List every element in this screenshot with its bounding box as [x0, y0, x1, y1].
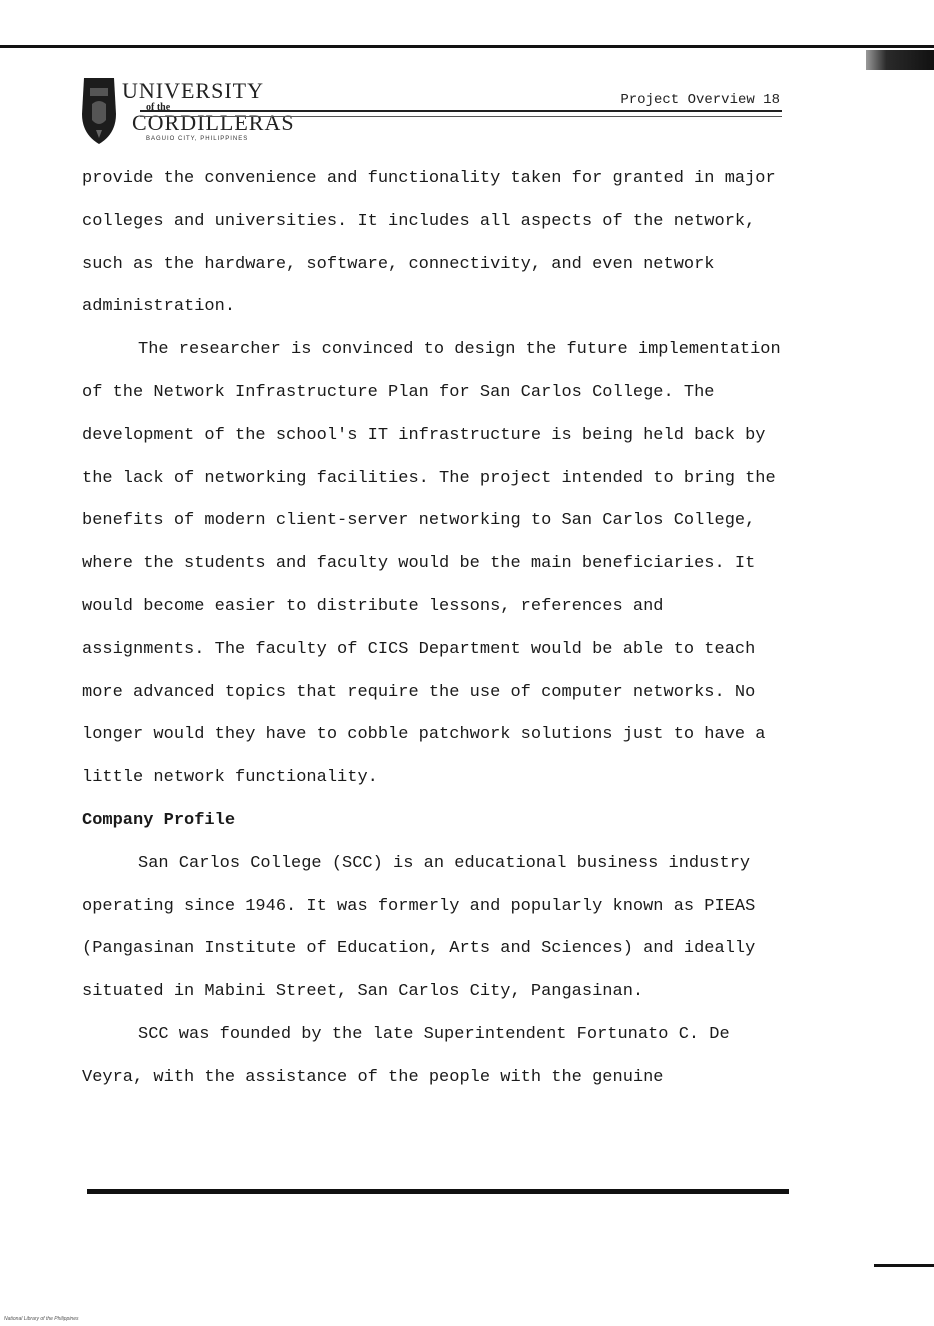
scan-credit: National Library of the Philippines [4, 1316, 79, 1322]
logo-text-cordilleras: CORDILLERAS [132, 110, 295, 135]
running-head: Project Overview 18 [620, 92, 780, 108]
header-rule [140, 110, 782, 117]
document-body [82, 158, 782, 1100]
paragraph: SCC was founded by the late Superintendent Fortunato C. De Veyra, with the assistance of the people with the genuine [82, 1024, 730, 1087]
logo-text-city: BAGUIO CITY, PHILIPPINES [146, 136, 249, 142]
logo-text-university: UNIVERSITY [122, 78, 264, 103]
scan-artifact [866, 50, 934, 70]
top-border-rule [0, 45, 934, 48]
paragraph: provide the convenience and functionality taken for granted in major colleges and universities. It includes all aspects of the network, such as the hardware, software, connectivity, and even network administration. [82, 169, 776, 317]
section-heading: Company Profile [82, 810, 236, 830]
logo-text-of-the: of the [146, 102, 171, 113]
paragraph: San Carlos College (SCC) is an educational business industry operating since 1946. It was formerly and popularly known as PIEAS (Pangasinan Institute of Education, Arts and Sciences) and ideally situated in Mabini Street, San Carlos City, Pangasinan. [82, 853, 756, 1002]
paragraph: The researcher is convinced to design the future implementation of the Network Infrastructure Plan for San Carlos College. The development of the school's IT infrastructure is being held back by the lack of networking facilities. The project intended to bring the benefits of modern client-server networking to San Carlos College, where the students and faculty would be the main beneficiaries. It would become easier to distribute lessons, references and assignments. The faculty of CICS Department would be able to teach more advanced topics that require the use of computer networks. No longer would they have to cobble patchwork solutions just to have a little network functionality. [82, 340, 781, 788]
margin-mark [874, 1264, 934, 1267]
crest-icon [78, 74, 120, 146]
footer-rule [87, 1189, 789, 1194]
